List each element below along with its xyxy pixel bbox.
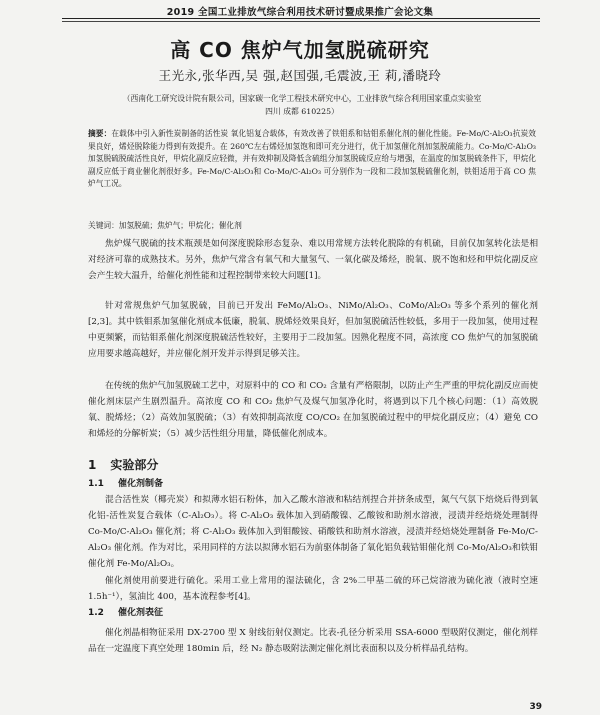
subsection-heading-1-1 xyxy=(88,476,163,489)
header-rule xyxy=(62,18,540,19)
subsection-title: 催化剂制备 xyxy=(117,479,163,489)
body-paragraph-1: 焦炉煤气脱硫的技术瓶颈是如何深度脱除形态复杂、难以用常规方法转化脱除的有机硫，目前仅加氢转化法是相对经济可靠的成熟技术。另外，焦炉气常含有氧气和大量氢气、一氧化碳及烯烃，脱氧、脱不饱和烃和甲烷化副反应会产生较大温升，给催化剂性能和过程控制带来较大问题[1]。 xyxy=(88,239,538,281)
abstract xyxy=(88,128,536,191)
page-number: 39 xyxy=(529,702,542,712)
running-head: 2019 全国工业排放气综合利用技术研讨暨成果推广会论文集 xyxy=(166,7,434,18)
abstract-label: 摘要： xyxy=(88,129,112,138)
section-number: 1 xyxy=(88,458,97,472)
paper-title: 高 CO 焦炉气加氢脱硫研究 xyxy=(170,38,430,62)
header-rule-thin xyxy=(62,21,540,22)
author-list: 王光永,张华西,吴 强,赵国强,毛震波,王 莉,潘晓玲 xyxy=(158,68,442,83)
abstract-text: 在载体中引入新性炭制备的活性炭 氧化铝复合载体，有效改善了铁钼系和钴钼系催化剂的催化性能。Fe-Mo/C-Al₂O₃抗炭效果良好，烯烃脱除能力得到有效提升。在 260℃左右烯烃加氢饱和即可充分进行，优于加氢催化剂加氢脱硫能力。Co-Mo/C-Al₂O₃ 加氢脱硫脱硫活性良好，甲烷化副反应轻微，并有效抑制及降低含硫组分加氢脱硫反应给与增强，在温度的加氢脱硫条件下，甲烷化副反应低于商业催化剂很好多。Fe-Mo/C-Al₂O₃和 Co-Mo/C-Al₂O₃ 可分别作为一段和二段加氢脱硫催化剂，铁钼适用于高 CO 焦炉气工况。 xyxy=(88,129,536,189)
body-paragraph-2: 针对常规焦炉气加氢脱硫，目前已开发出 FeMo/Al₂O₃、NiMo/Al₂O₃、CoMo/Al₂O₃ 等多个系列的催化剂[2,3]。其中铁钼系加氢催化剂成本低廉，脱氧、脱烯烃效果良好，但加氢脱硫活性较低，多用于一段加氢，使用过程中更频繁，而钴钼系催化剂深度脱硫活性较好，主要用于二段加氢。因熟化程度不同，高浓度 CO 焦炉气的加氢脱硫应用要求越高越好，并应催化剂开发并示得到足够关注。 xyxy=(88,301,538,359)
subsection-heading-1-2 xyxy=(88,605,163,618)
keywords-text: 加氢脱硫；焦炉气；甲烷化；催化剂 xyxy=(118,221,242,230)
affiliation-line-1: （西南化工研究设计院有限公司，国家碳一化学工程技术研究中心，工业排放气综合利用国家重点实验室 xyxy=(122,94,482,103)
affiliation-line-2: 四川 成都 610225） xyxy=(265,107,339,116)
keywords-label: 关键词： xyxy=(88,221,119,230)
subsection-number: 1.1 xyxy=(88,479,104,489)
body-paragraph-6: 催化剂晶相物征采用 DX-2700 型 X 射线衍射仪测定。比表-孔径分析采用 SSA-6000 型吸附仪测定，催化剂样品在一定温度下真空处理 180min 后，经 N₂ 静态吸附法测定催化剂比表面积以及分析样品孔结构。 xyxy=(88,628,538,654)
subsection-number: 1.2 xyxy=(88,608,104,618)
body-paragraph-3: 在传统的焦炉气加氢脱硫工艺中，对原料中的 CO 和 CO₂ 含量有严格限制，以防止产生严重的甲烷化副反应而使催化剂床层产生剧烈温升。高浓度 CO 和 CO₂ 焦炉气及煤气加氢净化时，将遇到以下几个核心问题：（1）高效脱氧、脱烯烃；（2）高效加氢脱硫；（3）有效抑制高浓度 CO/CO₂ 在加氢脱硫过程中的甲烷化副反应；（4）避免 CO 和烯烃的分解析炭；（5）减少活性组分用量，降低催化剂成本。 xyxy=(88,381,539,439)
subsection-title: 催化剂表征 xyxy=(117,608,163,618)
section-heading-1 xyxy=(88,456,158,473)
keywords xyxy=(88,220,536,232)
affiliation xyxy=(60,92,544,118)
body-paragraph-5: 催化剂使用前要进行硫化。采用工业上常用的湿法硫化，含 2%二甲基二硫的环己烷溶液为硫化液（液时空速 1.5h⁻¹），氢油比 400，基本流程参考[4]。 xyxy=(88,576,538,602)
body-paragraph-4: 混合活性炭（椰壳炭）和拟薄水铝石粉体，加入乙酸水溶液和粘结剂捏合并挤条成型，氮气气氛下焙烧后得到氧化铝-活性炭复合载体（C-Al₂O₃）。将 C-Al₂O₃ 载体加入到硝酸镍、乙酸铵和助剂水溶液，浸渍并经焙烧处理制得 Co-Mo/C-Al₂O₃ 催化剂；将 C-Al₂O₃ 载体加入到钼酸铵、硝酸铁和助剂水溶液，浸渍并经焙烧处理制备 Fe-Mo/C-Al₂O₃ 催化剂。作为对比，采用同样的方法以拟薄水铝石为前驱体制备了氧化铝负载钴钼催化剂 Co-Mo/Al₂O₃和铁钼催化剂 Fe-Mo/Al₂O₃。 xyxy=(88,495,538,569)
section-title: 实验部分 xyxy=(110,458,159,472)
